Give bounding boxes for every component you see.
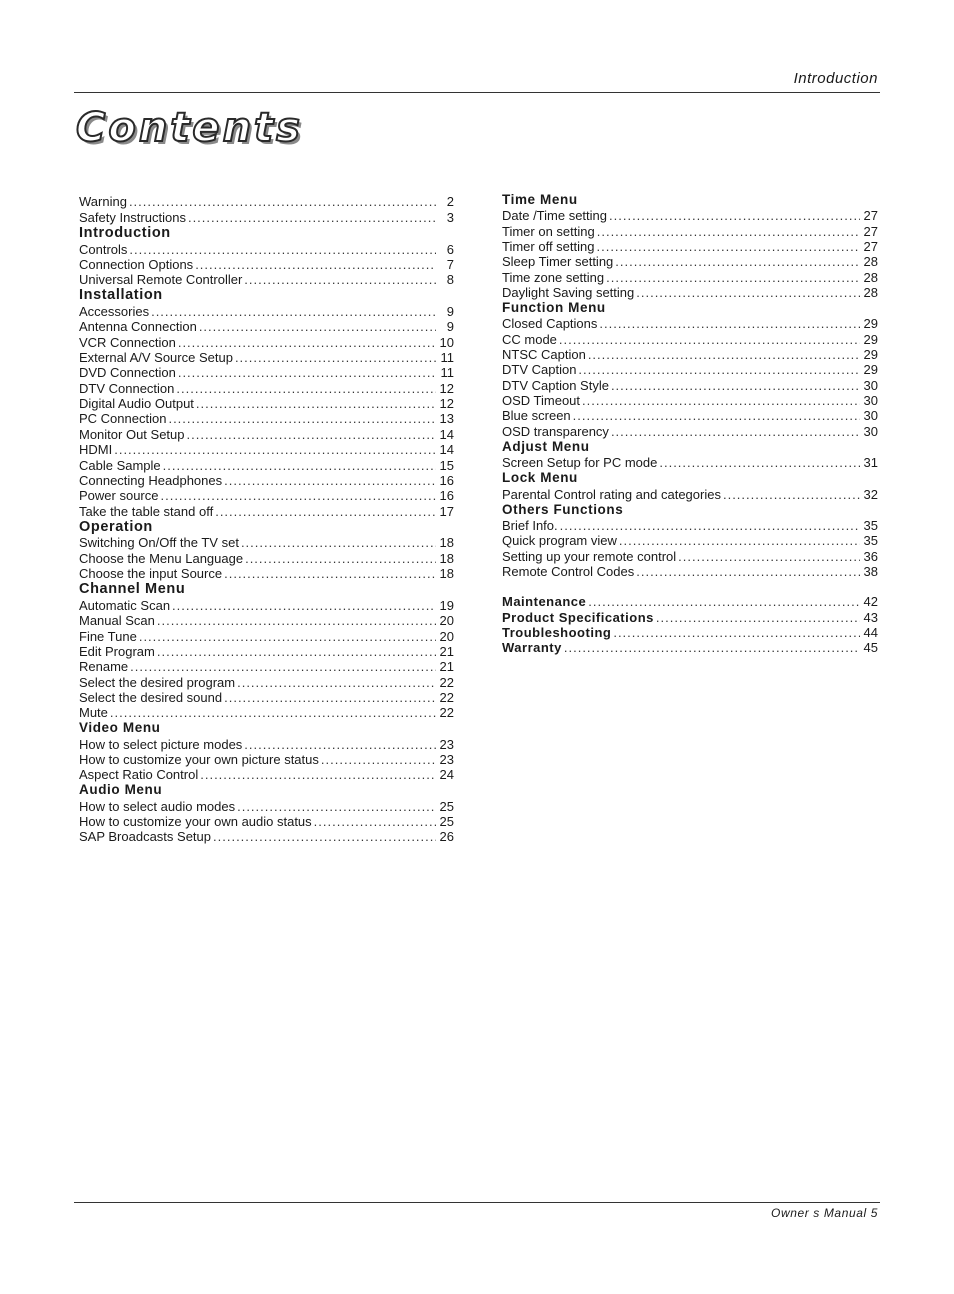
toc-dot-leader	[160, 488, 436, 503]
toc-entry-page-number: 20	[439, 613, 454, 629]
toc-entry-label: How to select audio modes	[79, 798, 236, 814]
toc-entry-label: HDMI	[79, 442, 113, 458]
toc-dot-leader	[157, 613, 436, 628]
toc-dot-leader	[314, 814, 436, 829]
toc-entry[interactable]	[502, 377, 878, 392]
toc-entry[interactable]	[79, 194, 454, 209]
toc-entry-label: OSD transparency	[502, 423, 609, 439]
toc-entry[interactable]	[502, 625, 878, 640]
toc-entry[interactable]	[502, 564, 878, 579]
toc-dot-leader	[659, 455, 860, 470]
toc-entry-page-number: 29	[863, 331, 878, 347]
toc-dot-leader	[187, 427, 437, 442]
toc-entry-label: Fine Tune	[79, 628, 137, 644]
toc-spacer	[502, 579, 878, 594]
toc-entry-page-number: 29	[863, 347, 878, 363]
toc-entry[interactable]	[79, 411, 454, 426]
toc-dot-leader	[178, 335, 436, 350]
toc-dot-leader	[129, 194, 436, 209]
toc-dot-leader	[213, 829, 436, 844]
toc-entry-label: Select the desired program	[79, 674, 236, 690]
toc-dot-leader	[178, 365, 436, 380]
toc-entry-page-number: 35	[863, 533, 878, 549]
toc-entry-label: How to customize your own audio status	[79, 814, 312, 830]
toc-entry[interactable]	[79, 752, 454, 767]
toc-dot-leader	[224, 690, 436, 705]
toc-entry-label: Monitor Out Setup	[79, 426, 185, 442]
toc-entry-page-number: 27	[863, 208, 878, 224]
toc-dot-leader	[200, 767, 436, 782]
toc-dot-leader	[157, 644, 436, 659]
toc-entry[interactable]	[502, 423, 878, 438]
toc-entry-label: NTSC Caption	[502, 347, 586, 363]
toc-entry[interactable]	[79, 380, 454, 395]
toc-entry-page-number: 15	[439, 457, 454, 473]
toc-dot-leader	[129, 242, 436, 257]
toc-left-column	[79, 194, 454, 844]
toc-entry-page-number: 30	[863, 423, 878, 439]
toc-dot-leader	[723, 487, 860, 502]
toc-dot-leader	[613, 625, 860, 640]
toc-entry[interactable]	[502, 269, 878, 284]
toc-dot-leader	[151, 304, 436, 319]
toc-entry-label: Aspect Ratio Control	[79, 767, 199, 783]
toc-entry-label: Connection Options	[79, 256, 194, 272]
toc-entry[interactable]	[79, 488, 454, 503]
toc-entry-page-number: 31	[863, 455, 878, 471]
toc-section-heading: Others Functions	[502, 501, 624, 517]
toc-entry[interactable]	[502, 594, 878, 609]
toc-entry[interactable]	[79, 396, 454, 411]
toc-dot-leader	[199, 319, 436, 334]
toc-entry-page-number: 42	[863, 594, 878, 610]
toc-entry-page-number: 22	[439, 674, 454, 690]
toc-entry-page-number: 9	[446, 319, 454, 335]
toc-entry-label: Connecting Headphones	[79, 472, 223, 488]
toc-entry-label: Choose the Menu Language	[79, 550, 244, 566]
toc-dot-leader	[560, 518, 860, 533]
toc-entry-label: Warranty	[502, 640, 562, 656]
toc-dot-leader	[235, 350, 436, 365]
toc-entry-label: Switching On/Off the TV set	[79, 535, 239, 551]
toc-entry[interactable]	[79, 503, 454, 518]
toc-entry-label: Mute	[79, 705, 108, 721]
toc-entry[interactable]	[79, 736, 454, 751]
toc-entry-page-number: 11	[440, 365, 454, 381]
toc-entry[interactable]	[79, 598, 454, 613]
toc-entry-page-number: 14	[439, 426, 454, 442]
toc-entry[interactable]	[79, 241, 454, 256]
toc-dot-leader	[244, 737, 436, 752]
toc-entry[interactable]	[502, 533, 878, 548]
toc-entry-page-number: 38	[863, 563, 878, 579]
toc-entry[interactable]	[79, 257, 454, 272]
toc-entry-label: Take the table stand off	[79, 503, 214, 519]
toc-dot-leader	[599, 316, 860, 331]
toc-dot-leader	[172, 598, 436, 613]
toc-dot-leader	[224, 566, 436, 581]
toc-entry[interactable]	[79, 350, 454, 365]
toc-entry-label: Cable Sample	[79, 457, 161, 473]
toc-entry[interactable]	[502, 285, 878, 300]
toc-entry-label: Universal Remote Controller	[79, 272, 243, 288]
toc-section-heading: Video Menu	[79, 720, 161, 736]
toc-section-heading: Installation	[79, 287, 163, 304]
toc-entry-page-number: 45	[863, 640, 878, 656]
toc-entry-label: Troubleshooting	[502, 624, 612, 640]
toc-dot-leader	[578, 362, 860, 377]
toc-entry-page-number: 25	[439, 814, 454, 830]
toc-entry-label: Time zone setting	[502, 269, 605, 285]
toc-dot-leader	[139, 629, 436, 644]
toc-dot-leader	[195, 257, 436, 272]
toc-entry-page-number: 9	[446, 304, 454, 320]
toc-dot-leader	[615, 254, 860, 269]
toc-entry[interactable]	[502, 393, 878, 408]
header-section-label: Introduction	[793, 70, 878, 87]
toc-entry-label: Choose the input Source	[79, 566, 223, 582]
toc-dot-leader	[588, 594, 860, 609]
toc-entry-page-number: 13	[439, 411, 454, 427]
toc-entry-label: VCR Connection	[79, 334, 176, 350]
toc-entry[interactable]	[79, 659, 454, 674]
toc-dot-leader	[241, 535, 436, 550]
toc-dot-leader	[110, 705, 436, 720]
toc-dot-leader	[245, 551, 436, 566]
toc-entry[interactable]	[79, 442, 454, 457]
toc-entry[interactable]	[79, 473, 454, 488]
toc-entry-label: Timer on setting	[502, 223, 595, 239]
toc-entry[interactable]	[502, 239, 878, 254]
toc-entry-label: DTV Caption	[502, 362, 577, 378]
toc-entry-page-number: 27	[863, 223, 878, 239]
toc-dot-leader	[321, 752, 436, 767]
toc-entry-page-number: 18	[439, 566, 454, 582]
toc-section-heading: Audio Menu	[79, 782, 163, 798]
toc-entry-label: Sleep Timer setting	[502, 254, 614, 270]
toc-entry[interactable]	[502, 455, 878, 470]
toc-entry-page-number: 19	[439, 597, 454, 613]
toc-entry[interactable]	[79, 272, 454, 287]
toc-entry-page-number: 21	[439, 643, 454, 659]
toc-dot-leader	[237, 799, 436, 814]
toc-dot-leader	[636, 285, 860, 300]
toc-entry-page-number: 18	[439, 550, 454, 566]
toc-dot-leader	[597, 224, 860, 239]
toc-entry[interactable]	[79, 829, 454, 844]
toc-entry-page-number: 28	[863, 285, 878, 301]
toc-entry-label: DTV Connection	[79, 380, 175, 396]
toc-entry[interactable]	[79, 426, 454, 441]
page-title: Contents	[76, 105, 303, 151]
toc-entry-label: PC Connection	[79, 411, 167, 427]
toc-dot-leader	[609, 208, 860, 223]
toc-entry-page-number: 30	[863, 408, 878, 424]
toc-dot-leader	[114, 442, 436, 457]
footer-rule	[74, 1202, 880, 1203]
toc-entry-page-number: 23	[439, 752, 454, 767]
toc-entry[interactable]	[502, 609, 878, 624]
toc-entry-label: DTV Caption Style	[502, 377, 609, 393]
toc-entry-page-number: 44	[863, 624, 878, 640]
toc-entry-page-number: 7	[446, 256, 454, 272]
toc-dot-leader	[188, 210, 436, 225]
toc-entry[interactable]	[79, 319, 454, 334]
toc-entry-label: Warning	[79, 194, 127, 210]
toc-entry-label: Setting up your remote control	[502, 548, 677, 564]
toc-entry[interactable]	[502, 518, 878, 533]
toc-dot-leader	[196, 396, 436, 411]
toc-right-column	[502, 192, 878, 655]
toc-entry-label: OSD Timeout	[502, 393, 581, 409]
toc-dot-leader	[168, 411, 436, 426]
toc-entry-page-number: 23	[439, 736, 454, 752]
header-rule	[74, 92, 880, 93]
toc-dot-leader	[244, 272, 436, 287]
toc-entry-page-number: 26	[439, 829, 454, 845]
toc-entry[interactable]	[502, 208, 878, 223]
toc-entry-label: Edit Program	[79, 643, 155, 659]
toc-entry-label: Product Specifications	[502, 609, 654, 625]
toc-entry-page-number: 28	[863, 269, 878, 285]
toc-entry[interactable]	[79, 814, 454, 829]
toc-entry[interactable]	[79, 304, 454, 319]
toc-entry-page-number: 2	[446, 194, 454, 210]
toc-entry-page-number: 11	[440, 350, 454, 366]
toc-section-heading: Introduction	[79, 224, 171, 241]
toc-entry-page-number: 35	[863, 517, 878, 533]
toc-entry[interactable]	[79, 209, 454, 224]
toc-dot-leader	[596, 239, 860, 254]
toc-entry-label: Maintenance	[502, 594, 587, 610]
toc-dot-leader	[224, 473, 436, 488]
toc-dot-leader	[564, 640, 860, 655]
toc-entry[interactable]	[79, 535, 454, 550]
toc-entry-label: Closed Captions	[502, 316, 598, 332]
toc-dot-leader	[215, 504, 436, 519]
toc-entry-label: Select the desired sound	[79, 689, 223, 705]
toc-entry[interactable]	[502, 486, 878, 501]
toc-entry-label: Controls	[79, 241, 128, 257]
toc-entry-page-number: 22	[439, 689, 454, 705]
toc-entry[interactable]	[502, 408, 878, 423]
toc-entry-page-number: 20	[439, 628, 454, 644]
toc-dot-leader	[611, 378, 860, 393]
toc-dot-leader	[582, 393, 860, 408]
toc-entry[interactable]	[79, 705, 454, 720]
toc-entry-label: Screen Setup for PC mode	[502, 455, 658, 471]
toc-entry-label: Automatic Scan	[79, 597, 171, 613]
toc-dot-leader	[636, 564, 860, 579]
toc-dot-leader	[588, 347, 860, 362]
toc-entry-page-number: 43	[863, 609, 878, 625]
toc-dot-leader	[237, 675, 436, 690]
toc-entry[interactable]	[79, 690, 454, 705]
toc-entry-label: Timer off setting	[502, 239, 595, 255]
toc-entry-page-number: 12	[439, 380, 454, 396]
toc-entry-page-number: 29	[863, 362, 878, 378]
toc-dot-leader	[611, 424, 860, 439]
toc-entry[interactable]	[79, 767, 454, 782]
toc-entry-label: How to select picture modes	[79, 736, 243, 752]
toc-entry[interactable]	[79, 798, 454, 813]
toc-section-heading: Operation	[79, 518, 153, 535]
toc-entry-page-number: 8	[446, 272, 454, 288]
toc-dot-leader	[573, 408, 860, 423]
toc-entry-label: Manual Scan	[79, 613, 155, 629]
toc-entry-page-number: 6	[446, 241, 454, 257]
toc-entry[interactable]	[502, 347, 878, 362]
toc-entry-page-number: 17	[439, 503, 454, 519]
toc-entry[interactable]	[502, 254, 878, 269]
toc-entry-label: External A/V Source Setup	[79, 350, 233, 366]
toc-entry[interactable]	[502, 362, 878, 377]
toc-entry-label: SAP Broadcasts Setup	[79, 829, 212, 845]
toc-dot-leader	[606, 270, 860, 285]
toc-section-heading: Function Menu	[502, 300, 606, 316]
toc-entry-page-number: 27	[863, 239, 878, 255]
toc-entry-page-number: 28	[863, 254, 878, 270]
toc-dot-leader	[559, 332, 860, 347]
toc-entry-label: Brief Info.	[502, 517, 558, 533]
toc-entry[interactable]	[79, 566, 454, 581]
toc-dot-leader	[176, 381, 436, 396]
toc-entry[interactable]	[502, 640, 878, 655]
toc-entry-page-number: 29	[863, 316, 878, 332]
toc-entry-label: Daylight Saving setting	[502, 285, 635, 301]
toc-dot-leader	[656, 610, 860, 625]
toc-entry-page-number: 10	[439, 334, 454, 350]
toc-entry[interactable]	[502, 316, 878, 331]
toc-entry-page-number: 14	[439, 442, 454, 458]
toc-entry-label: Quick program view	[502, 533, 617, 549]
toc-entry-label: Parental Control rating and categories	[502, 486, 721, 502]
toc-entry-page-number: 18	[439, 535, 454, 551]
toc-section-heading: Adjust Menu	[502, 438, 590, 454]
toc-entry[interactable]	[79, 365, 454, 380]
toc-entry-label: Remote Control Codes	[502, 563, 635, 579]
toc-entry[interactable]	[79, 674, 454, 689]
toc-entry-label: How to customize your own picture status	[79, 752, 319, 767]
toc-dot-leader	[163, 458, 436, 473]
toc-entry-page-number: 36	[863, 548, 878, 564]
toc-entry-label: Digital Audio Output	[79, 396, 194, 412]
toc-entry-page-number: 30	[863, 377, 878, 393]
footer-page-label: Owner s Manual 5	[771, 1206, 878, 1220]
toc-entry-page-number: 30	[863, 393, 878, 409]
toc-entry-label: CC mode	[502, 331, 557, 347]
toc-entry-page-number: 32	[863, 486, 878, 502]
toc-entry[interactable]	[79, 628, 454, 643]
toc-entry-page-number: 25	[439, 798, 454, 814]
toc-entry-label: DVD Connection	[79, 365, 176, 381]
toc-dot-leader	[130, 659, 436, 674]
toc-entry-page-number: 21	[439, 659, 454, 675]
toc-entry[interactable]	[502, 548, 878, 563]
toc-entry-page-number: 12	[439, 396, 454, 412]
toc-entry[interactable]	[79, 457, 454, 472]
toc-entry-label: Accessories	[79, 304, 150, 320]
toc-entry-page-number: 16	[439, 488, 454, 504]
toc-entry-label: Antenna Connection	[79, 319, 197, 335]
toc-dot-leader	[619, 533, 860, 548]
toc-entry[interactable]	[502, 223, 878, 238]
toc-entry-page-number: 24	[439, 767, 454, 783]
toc-entry[interactable]	[79, 644, 454, 659]
toc-entry[interactable]	[502, 331, 878, 346]
toc-entry[interactable]	[79, 550, 454, 565]
toc-section-heading: Lock Menu	[502, 470, 578, 486]
toc-entry-page-number: 3	[446, 209, 454, 225]
toc-section-heading: Channel Menu	[79, 581, 186, 598]
toc-entry-label: Power source	[79, 488, 159, 504]
toc-entry-label: Date /Time setting	[502, 208, 608, 224]
toc-entry-label: Rename	[79, 659, 129, 675]
toc-dot-leader	[678, 549, 860, 564]
toc-entry[interactable]	[79, 334, 454, 349]
toc-entry[interactable]	[79, 613, 454, 628]
toc-entry-label: Safety Instructions	[79, 209, 186, 225]
toc-entry-page-number: 16	[439, 472, 454, 488]
toc-entry-label: Blue screen	[502, 408, 571, 424]
toc-entry-page-number: 22	[439, 705, 454, 721]
toc-section-heading: Time Menu	[502, 192, 578, 207]
